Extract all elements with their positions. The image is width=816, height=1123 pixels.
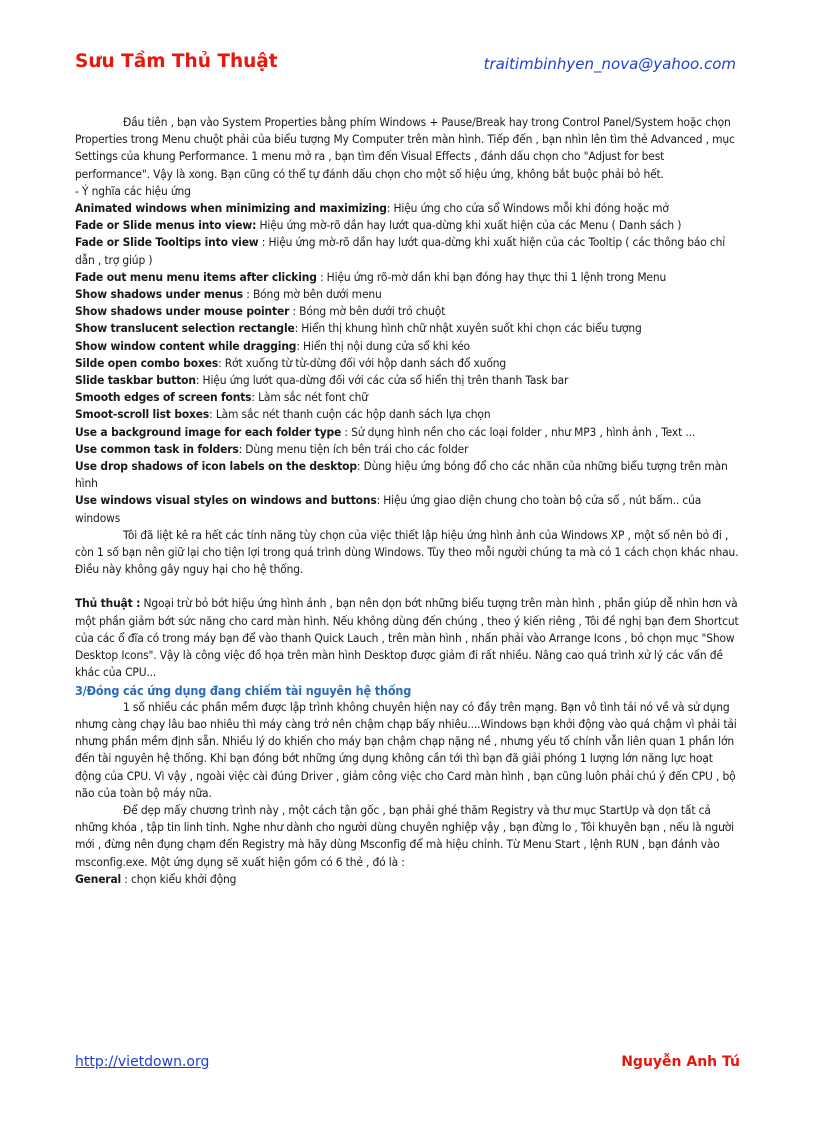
effect-desc: : Làm sắc nét thanh cuộn các hộp danh sách lựa chọn xyxy=(209,407,491,422)
effect-term: Show shadows under menus xyxy=(75,287,244,302)
general-line xyxy=(75,871,741,888)
effect-item xyxy=(75,286,741,303)
effect-term: Animated windows when minimizing and maximizing xyxy=(75,201,387,216)
effect-desc: : Rớt xuống từ từ-dừng đối với hộp danh sách đổ xuống xyxy=(218,355,506,370)
effect-item xyxy=(75,424,741,441)
summary-paragraph: Tôi đã liệt kê ra hết các tính năng tùy chọn của việc thiết lập hiệu ứng hình ảnh của Windows XP , một số nên bỏ đi , còn 1 số bạn nên giữ lại cho tiện lợi trong quá trình dùng Windows. Tùy theo mỗi người chúng ta mà có 1 cách chọn khác nhau. Điều này không gây nguy hại cho hệ thống. xyxy=(75,527,739,577)
effect-item xyxy=(75,320,741,337)
effect-item xyxy=(75,492,741,526)
effect-item xyxy=(75,441,741,458)
effect-term: Use windows visual styles on windows and buttons xyxy=(75,493,377,508)
effect-term: Smooth edges of screen fonts xyxy=(75,390,252,405)
header-brand-title: Sưu Tầm Thủ Thuật xyxy=(75,51,278,72)
effect-term: Slide taskbar button xyxy=(75,373,196,388)
effect-item xyxy=(75,303,741,320)
effect-desc: : Dùng menu tiện ích bên trái cho các folder xyxy=(238,441,469,456)
footer-author-name: Nguyễn Anh Tú xyxy=(621,1054,740,1070)
effect-item xyxy=(75,200,741,217)
tip-paragraph xyxy=(75,595,741,681)
effect-term: Use drop shadows of icon labels on the desktop xyxy=(75,459,357,474)
effect-desc: : Dùng hiệu ứng bóng đổ cho các nhãn của những biểu tượng trên màn hình xyxy=(75,459,728,491)
effect-desc: : Hiệu ứng mờ-rõ dần hay lướt qua-dừng khi xuất hiện của các Tooltip ( các thông báo chỉ dẫn , trợ giúp ) xyxy=(75,235,726,267)
effect-desc: : Hiệu ứng cho cửa sổ Windows mỗi khi đóng hoặc mở xyxy=(386,201,669,216)
effect-term: Use common task in folders xyxy=(75,441,239,456)
section-heading: 3/Đóng các ứng dụng đang chiếm tài nguyên hệ thống xyxy=(75,682,412,698)
general-text: : chọn kiểu khởi động xyxy=(121,871,237,886)
effect-desc: : Hiển thị khung hình chữ nhật xuyên suốt khi chọn các biểu tượng xyxy=(294,321,642,336)
effect-item xyxy=(75,217,741,234)
effect-desc: : Bóng mờ bên dưới trỏ chuột xyxy=(289,304,446,319)
effect-term: Fade or Slide Tooltips into view xyxy=(75,235,259,250)
effect-desc: : Hiệu ứng lướt qua-dừng đối với các cửa sổ hiển thị trên thanh Task bar xyxy=(195,373,569,388)
effect-desc: Hiệu ứng mờ-rõ dần hay lướt qua-dừng khi xuất hiện của các Menu ( Danh sách ) xyxy=(256,218,682,233)
effect-term: Fade out menu menu items after clicking xyxy=(75,269,317,284)
effect-desc: : Hiển thị nội dung cửa sổ khi kéo xyxy=(296,338,470,353)
paragraph-spacer xyxy=(75,578,741,595)
footer-website-link[interactable]: http://vietdown.org xyxy=(75,1054,210,1070)
effect-desc: : Làm sắc nét font chữ xyxy=(251,390,368,405)
effect-item xyxy=(75,406,741,423)
effect-item xyxy=(75,458,741,492)
effect-desc: : Sử dụng hình nền cho các loại folder , như MP3 , hình ảnh , Text ... xyxy=(341,424,696,439)
effect-item xyxy=(75,355,741,372)
effect-term: Show window content while dragging xyxy=(75,338,297,353)
section-paragraph-2: Để dẹp mấy chương trình này , một cách tận gốc , bạn phải ghé thăm Registry và thư mục StartUp và dọn tất cả những khóa , tập tin linh tinh. Nghe như dành cho người dùng chuyên nghiệp vậy , bạn đừng lo , Tôi khuyên bạn , nếu là người mới , đừng nên đụng chạm đến Registry mà hãy dùng Msconfig để mà hiệu chỉnh. Từ Menu Start , lệnh RUN , bạn đánh vào msconfig.exe. Một ứng dụng sẽ xuất hiện gồm có 6 thẻ , đó là : xyxy=(75,802,734,869)
effect-desc: : Hiệu ứng giao diện chung cho toàn bộ cửa sổ , nút bấm.. của windows xyxy=(75,493,702,525)
effect-desc: : Bóng mờ bên dưới menu xyxy=(243,287,382,302)
general-label: General xyxy=(75,871,122,886)
effects-intro: - Ý nghĩa các hiệu ứng xyxy=(75,183,191,198)
intro-paragraph: Đầu tiên , bạn vào System Properties bằng phím Windows + Pause/Break hay trong Control Panel/System hoặc chọn Properties trong Menu chuột phải của biểu tượng My Computer trên màn hình. Tiếp đến , bạn nhìn lên tìm thẻ Advanced , mục Settings của khung Performance. 1 menu mở ra , bạn tìm đến Visual Effects , đánh dấu chọn cho "Adjust for best performance". Vậy là xong. Bạn cũng có thể tự đánh dấu chọn cho một số hiệu ứng, không bắt buộc phải bỏ hết. xyxy=(75,115,735,181)
effect-item xyxy=(75,234,741,268)
effect-term: Fade or Slide menus into view: xyxy=(75,218,257,233)
effect-item xyxy=(75,338,741,355)
effect-item xyxy=(75,372,741,389)
effect-term: Show translucent selection rectangle xyxy=(75,321,295,336)
effect-item xyxy=(75,269,741,286)
effect-term: Silde open combo boxes xyxy=(75,355,219,370)
section-paragraph-1: 1 số nhiều các phần mềm được lập trình không chuyên hiện nay có đầy trên mạng. Bạn vô tình tải nó về và sử dụng nhưng càng chạy lâu bao nhiêu thì máy càng trở nên chậm chạp bấy nhiêu....Windows bạn khởi động vào quá chậm vì phải tải nhưng phần mềm định sẵn. Nhiều lý do khiến cho máy bạn chậm chạp nặng nề , nhưng yếu tố chính vẫn liên quan 1 phần lớn đến tài nguyên hệ thống. Khi bạn đóng bớt những ứng dụng không cần tới thì bạn đã giải phóng 1 lượng lớn năng lực hoạt động của CPU. Vì vậy , ngoài việc cài đúng Driver , giảm công việc cho Card màn hình , bạn cũng luôn phải chú ý đến CPU , bộ não của toàn bộ máy nữa. xyxy=(75,699,737,800)
document-body xyxy=(75,114,741,888)
effect-term: Use a background image for each folder type xyxy=(75,424,342,439)
effect-term: Show shadows under mouse pointer xyxy=(75,304,290,319)
tip-text: Ngoại trừ bỏ bớt hiệu ứng hình ảnh , bạn nên dọn bớt những biểu tượng trên màn hình , phần giúp dễ nhìn hơn và một phần giảm bớt sức năng cho card màn hình. Nếu không dùng đến chúng , theo ý kiến riêng , Tôi đề nghị bạn đem Shortcut của các ổ đĩa có trong máy bạn để vào thanh Quick Lauch , trên màn hình , nhấn phải vào Arrange Icons , bỏ chọn mục "Show Desktop Icons". Vậy là công việc đồ họa trên màn hình Desktop được giảm đi rất nhiều. Nâng cao quá trình xử lý các vấn đề khác của CPU... xyxy=(75,596,739,680)
tip-label: Thủ thuật : xyxy=(75,596,141,611)
effect-desc: : Hiệu ứng rõ-mờ dần khi bạn đóng hay thực thi 1 lệnh trong Menu xyxy=(316,269,667,284)
effect-term: Smoot-scroll list boxes xyxy=(75,407,210,422)
header-email-link[interactable]: traitimbinhyen_nova@yahoo.com xyxy=(483,55,736,73)
effect-item xyxy=(75,389,741,406)
